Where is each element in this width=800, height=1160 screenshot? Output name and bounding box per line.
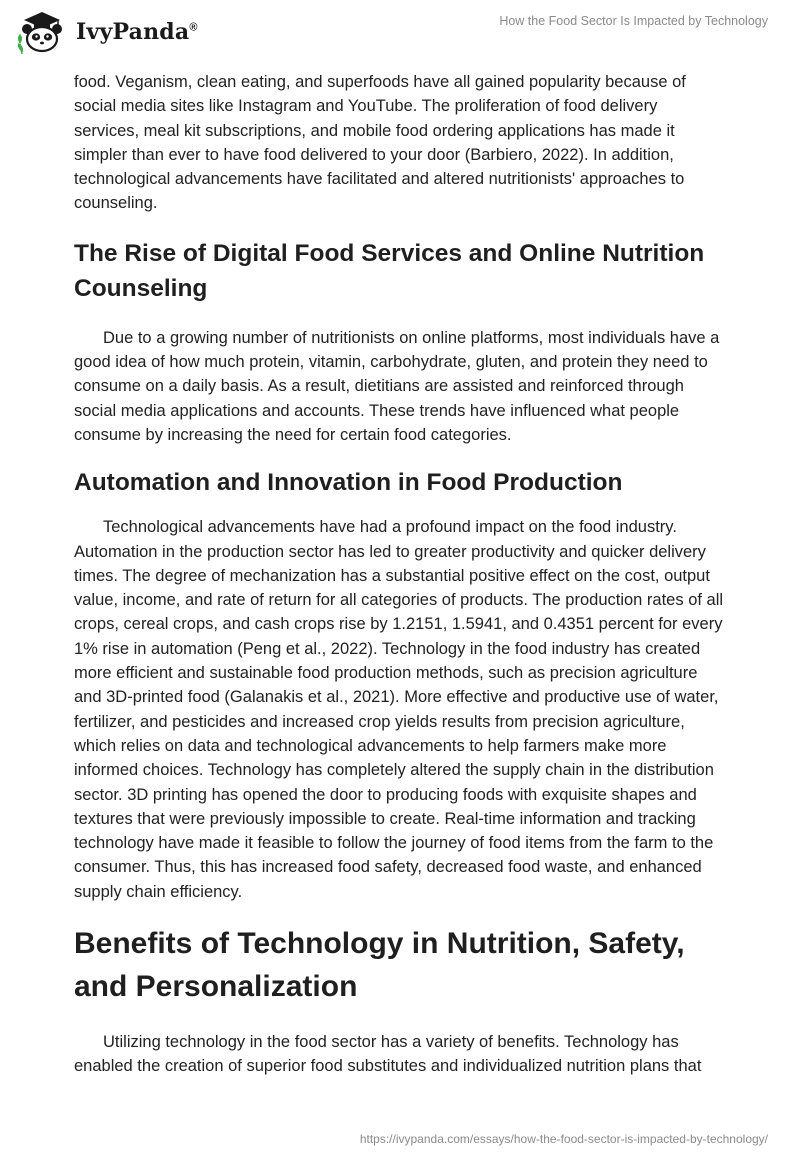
page-header: [0, 0, 800, 70]
section-paragraph-automation: Technological advancements have had a profound impact on the food industry. Automation in the production sector has led to greater productivity and quicker delivery times. The degree of mechanization has a substantial positive effect on the cost, output value, income, and rate of return for all categories of products. The production rates of all crops, cereal crops, and cash crops rise by 1.2151, 1.5941, and 0.4351 percent for every 1% rise in automation (Peng et al., 2022). Technology in the food industry has created more efficient and sustainable food production methods, such as precision agriculture and 3D-printed food (Galanakis et al., 2021). More effective and productive use of water, fertilizer, and pesticides and increased crop yields results from precision agriculture, which relies on data and technological advancements to help farmers make more informed choices. Technology has completely altered the supply chain in the distribution sector. 3D printing has opened the door to producing foods with exquisite shapes and textures that were previously impossible to create. Real-time information and tracking technology have made it feasible to follow the journey of food items from the farm to the consumer. Thus, this has increased food safety, decreased food waste, and enhanced supply chain efficiency.: [74, 518, 724, 901]
section-paragraph-benefits: Utilizing technology in the food sector has a variety of benefits. Technology has enabled the creation of superior food substitutes and individualized nutrition plans that: [74, 1033, 702, 1076]
section-heading-benefits: Benefits of Technology in Nutrition, Safety, and Personalization: [74, 927, 685, 1004]
section-paragraph-digital-food-services: Due to a growing number of nutritionists on online platforms, most individuals have a good idea of how much protein, vitamin, carbohydrate, gluten, and protein they need to consume on a daily basis. As a result, dietitians are assisted and reinforced through social media applications and accounts. These trends have influenced what people consume by increasing the need for certain food categories.: [74, 328, 720, 444]
document-title: How the Food Sector Is Impacted by Technology: [499, 14, 768, 28]
section-heading-digital-food-services: The Rise of Digital Food Services and Online Nutrition Counseling: [74, 239, 705, 302]
footer-source-url[interactable]: https://ivypanda.com/essays/how-the-food-sector-is-impacted-by-technology/: [359, 1132, 768, 1146]
registered-mark: ®: [189, 21, 198, 34]
intro-paragraph: food. Veganism, clean eating, and superfoods have all gained popularity because of social media sites like Instagram and YouTube. The proliferation of food delivery services, meal kit subscriptions, and mobile food ordering applications has made it simpler than ever to have food delivered to your door (Barbiero, 2022). In addition, technological advancements have facilitated and altered nutritionists' approaches to counseling.: [74, 73, 686, 213]
essay-content: [74, 70, 726, 1079]
brand-logo[interactable]: [14, 8, 198, 56]
section-heading-automation: Automation and Innovation in Food Production: [74, 469, 623, 497]
panda-logo-icon: [14, 8, 70, 56]
brand-name: IvyPanda®: [76, 19, 198, 45]
